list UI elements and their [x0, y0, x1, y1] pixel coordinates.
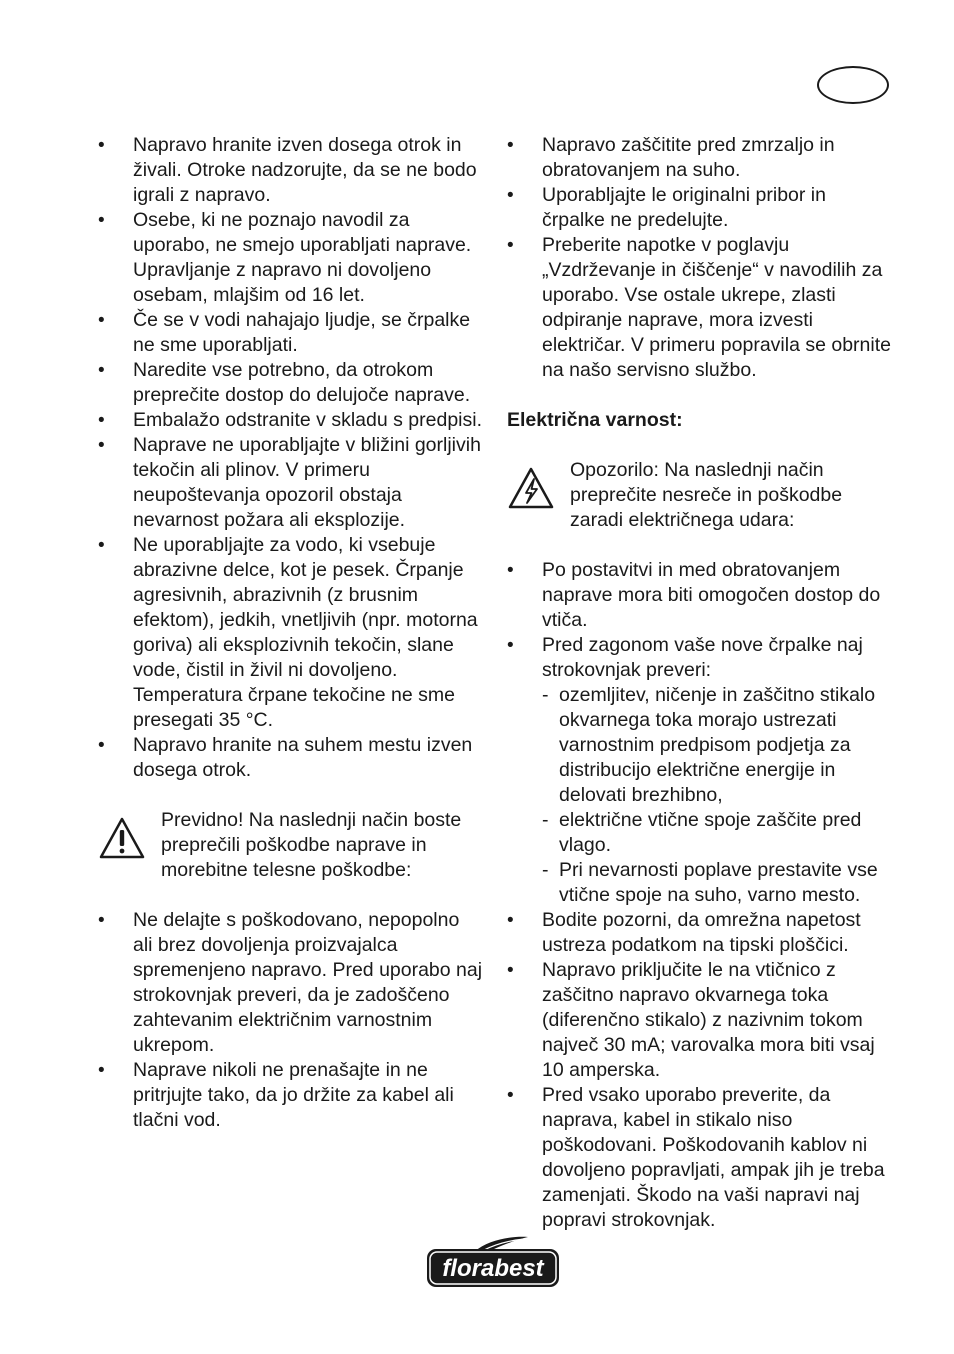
right-bullet-list-top — [507, 133, 892, 383]
list-item: • Preberite napotke v poglavju „Vzdrževanje in čiščenje“ v navodilih za uporabo. Vse ostale ukrepe, zlasti odpiranje naprave, mora izvesti električar. V primeru popravila se obrnite na našo servisno službo. — [507, 233, 892, 383]
list-item: • Ne delajte s poškodovano, nepopolno ali brez dovoljenja proizvajalca spremenjeno napravo. Pred uporabo naj strokovnjak preveri, da je zadoščeno zahtevanim električnim varnostnim ukrepom. — [98, 908, 483, 1058]
list-item: • Napravo zaščitite pred zmrzaljo in obratovanjem na suho. — [507, 133, 892, 183]
sub-list-item: - Pri nevarnosti poplave prestavite vse vtične spoje na suho, varno mesto. — [542, 858, 892, 908]
sub-list — [542, 683, 892, 908]
list-item: • Ne uporabljajte za vodo, ki vsebuje abrazivne delce, kot je pesek. Črpanje agresivnih, abrazivnih (z brusnim efektom), jedkih, vnetljivih (npr. motorna goriva) ali eksplozivnih tekočin, slane vode, čistil in živil ni dovoljeno. Temperatura črpane tekočine ne sme presegati 35 °C. — [98, 533, 483, 733]
list-item: • Če se v vodi nahajajo ljudje, se črpalke ne sme uporabljati. — [98, 308, 483, 358]
warning-text: Opozorilo: Na naslednji način preprečite nesreče in poškodbe zaradi električnega udara: — [570, 459, 843, 531]
florabest-logo — [424, 1234, 562, 1290]
right-bullet-list-bottom — [507, 558, 892, 1233]
electric-hazard-icon — [507, 466, 555, 510]
caution-text: Previdno! Na naslednji način boste preprečili poškodbe naprave in morebitne telesne poškodbe: — [161, 809, 462, 881]
list-item: • Osebe, ki ne poznajo navodil za uporabo, ne smejo uporabljati naprave. Upravljanje z napravo ni dovoljeno osebam, mlajšim od 16 let. — [98, 208, 483, 308]
section-heading: Električna varnost: — [507, 409, 683, 431]
list-item: • Pred vsako uporabo preverite, da naprava, kabel in stikalo niso poškodovani. Poškodovanih kablov ni dovoljeno popravljati, ampak jih je treba zamenjati. Škodo na vaši napravi naj popravi strokovnjak. — [507, 1083, 892, 1233]
caution-triangle-icon — [98, 816, 146, 860]
list-item: • Napravo priključite le na vtičnico z zaščitno napravo okvarnega toka (diferenčno stikalo) z nazivnim tokom največ 30 mA; varovalka mora biti vsaj 10 amperska. — [507, 958, 892, 1083]
list-item: • Bodite pozorni, da omrežna napetost ustreza podatkom na tipski ploščici. — [507, 908, 892, 958]
caution-notice — [98, 808, 483, 883]
logo-text: florabest — [442, 1255, 544, 1282]
list-item: • Napravo hranite izven dosega otrok in živali. Otroke nadzorujte, da se ne bodo igrali z napravo. — [98, 133, 483, 208]
list-item: • Naprave ne uporabljajte v bližini gorljivih tekočin ali plinov. V primeru neupoštevanja opozoril obstaja nevarnost požara ali eksplozije. — [98, 433, 483, 533]
list-item — [507, 633, 892, 908]
left-bullet-list-bottom — [98, 908, 483, 1133]
sub-list-item: - ozemljitev, ničenje in zaščitno stikalo okvarnega toka morajo ustrezati varnostnim predpisom podjetja za distribucijo električne energije in delovati brezhibno, — [542, 683, 892, 808]
sub-list-item: - električne vtične spoje zaščite pred vlago. — [542, 808, 892, 858]
list-item: • Embalažo odstranite v skladu s predpisi. — [98, 408, 483, 433]
list-item: • Napravo hranite na suhem mestu izven dosega otrok. — [98, 733, 483, 783]
list-item-text: Pred zagonom vaše nove črpalke naj strokovnjak preveri: — [542, 634, 863, 681]
language-badge — [817, 66, 889, 104]
right-column — [507, 133, 892, 1233]
list-item: • Uporabljajte le originalni pribor in črpalke ne predelujte. — [507, 183, 892, 233]
left-column — [98, 133, 483, 1133]
left-bullet-list-top — [98, 133, 483, 783]
list-item: • Naredite vse potrebno, da otrokom preprečite dostop do delujoče naprave. — [98, 358, 483, 408]
list-item: • Naprave nikoli ne prenašajte in ne pritrjujte tako, da jo držite za kabel ali tlačni vod. — [98, 1058, 483, 1133]
electric-warning-notice — [507, 458, 892, 533]
list-item: • Po postavitvi in med obratovanjem naprave mora biti omogočen dostop do vtiča. — [507, 558, 892, 633]
